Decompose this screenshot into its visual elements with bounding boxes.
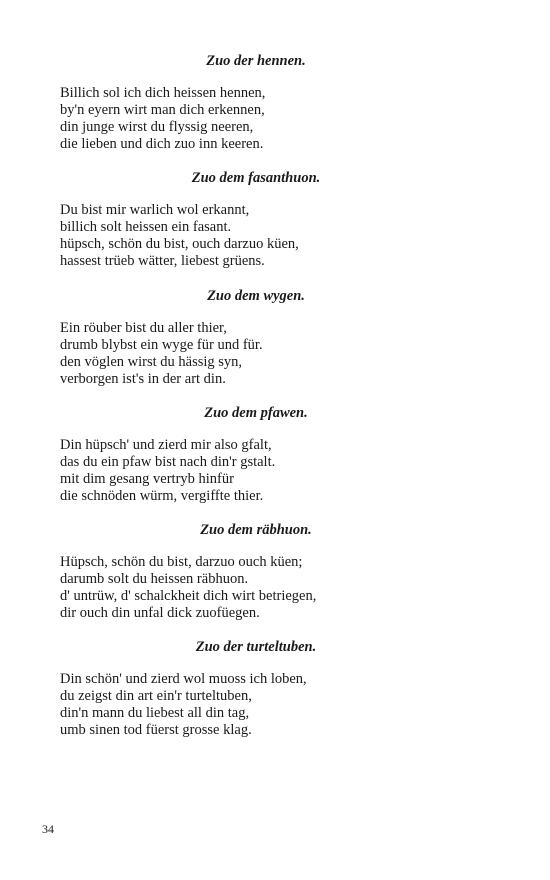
verse-line: Hüpsch, schön du bist, darzuo ouch küen;: [60, 554, 303, 570]
poem-title: Zuo dem wygen.: [207, 288, 305, 304]
verse-line: den vöglen wirst du hässig syn,: [60, 354, 243, 370]
verse-line: darumb solt du heissen räbhuon.: [60, 571, 249, 587]
verse-line: Din hüpsch' und zierd mir also gfalt,: [60, 437, 272, 453]
verse-line: din'n mann du liebest all din tag,: [60, 705, 250, 721]
verse-line: Ein röuber bist du aller thier,: [60, 320, 227, 336]
verse-line: mit dim gesang vertryb hinfür: [60, 471, 234, 487]
poem-stanza: [60, 85, 265, 153]
poem-stanza: [60, 671, 307, 739]
verse-line: Din schön' und zierd wol muoss ich loben,: [60, 671, 307, 687]
poem-stanza: [60, 554, 316, 622]
verse-line: umb sinen tod füerst grosse klag.: [60, 722, 252, 738]
poem-title: Zuo der hennen.: [206, 53, 306, 69]
page-number: 34: [42, 822, 54, 836]
poem-title: Zuo dem pfawen.: [204, 405, 308, 421]
verse-line: die lieben und dich zuo inn keeren.: [60, 136, 264, 152]
verse-line: Du bist mir warlich wol erkannt,: [60, 202, 250, 218]
verse-line: by'n eyern wirt man dich erkennen,: [60, 102, 265, 118]
verse-line: du zeigst din art ein'r turteltuben,: [60, 688, 252, 704]
poem-stanza: [60, 437, 275, 505]
verse-line: d' untrüw, d' schalckheit dich wirt betriegen,: [60, 588, 317, 604]
poem-title: Zuo dem fasanthuon.: [191, 170, 321, 186]
verse-line: din junge wirst du flyssig neeren,: [60, 119, 254, 135]
poem-stanza: [60, 320, 263, 388]
verse-line: verborgen ist's in der art din.: [60, 371, 226, 387]
verse-line: hüpsch, schön du bist, ouch darzuo küen,: [60, 236, 299, 252]
verse-line: das du ein pfaw bist nach din'r gstalt.: [60, 454, 276, 470]
verse-line: die schnöden würm, vergiffte thier.: [60, 488, 264, 504]
verse-line: Billich sol ich dich heissen hennen,: [60, 85, 266, 101]
verse-line: hassest trüeb wätter, liebest grüens.: [60, 253, 265, 269]
verse-line: billich solt heissen ein fasant.: [60, 219, 232, 235]
verse-line: drumb blybst ein wyge für und für.: [60, 337, 263, 353]
poem-title: Zuo dem räbhuon.: [200, 522, 312, 538]
verse-line: dir ouch din unfal dick zuofüegen.: [60, 605, 260, 621]
poem-stanza: [60, 202, 299, 270]
poem-title: Zuo der turteltuben.: [195, 639, 317, 655]
